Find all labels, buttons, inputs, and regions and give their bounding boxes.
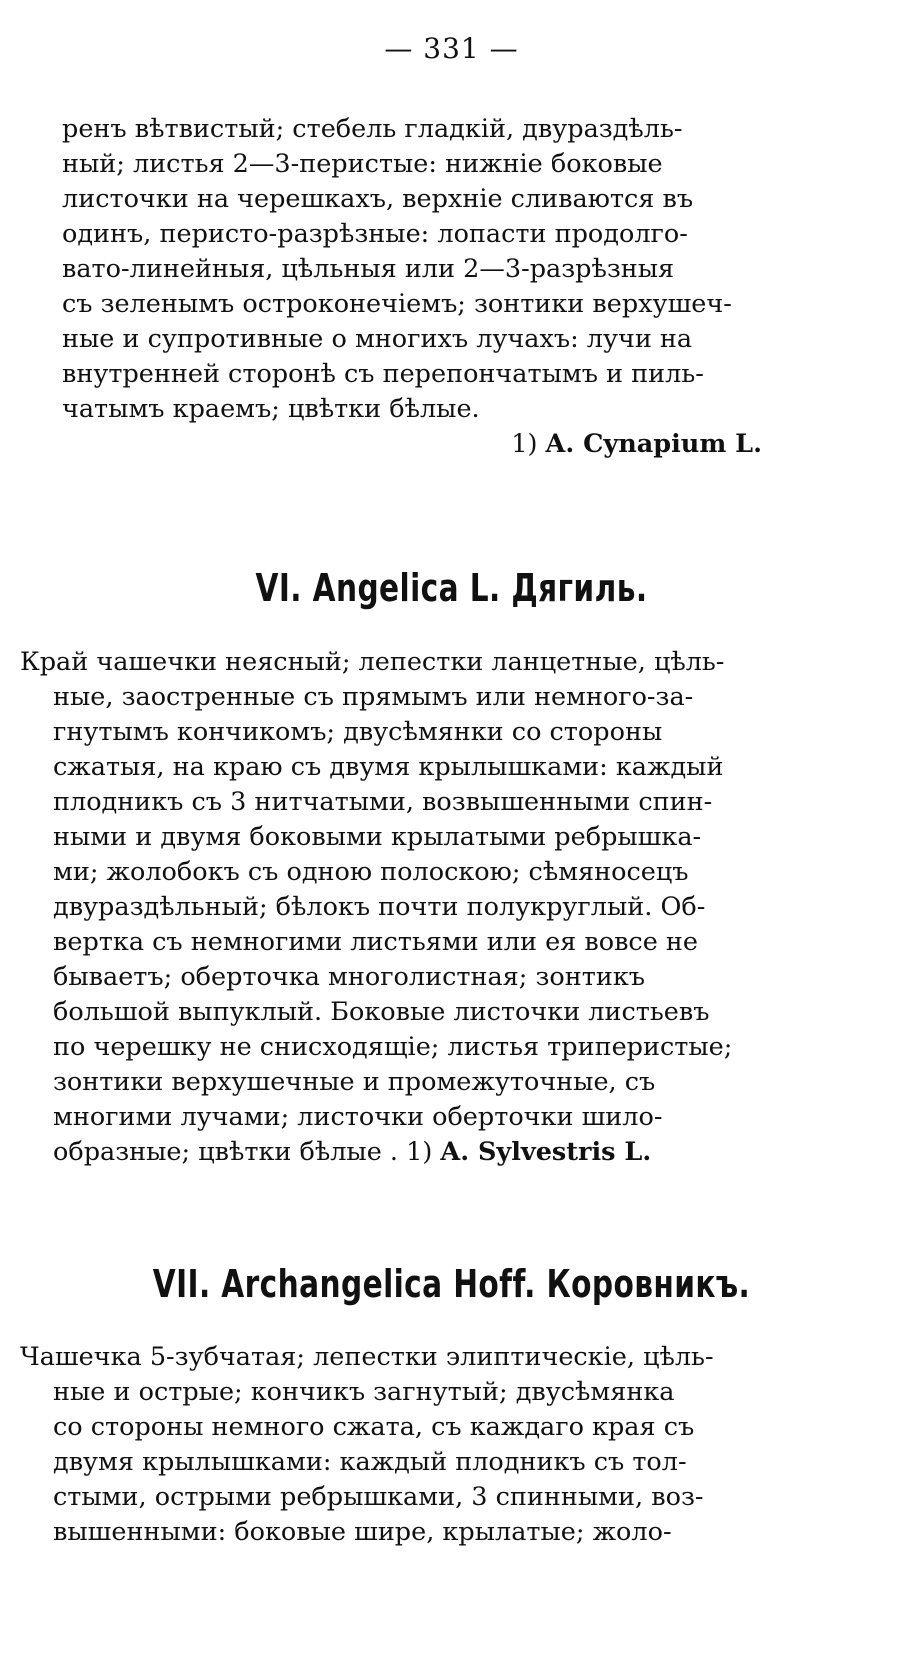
text-line: многими лучами; листочки оберточки шило- — [53, 1102, 663, 1132]
text-line: вышенными: боковые шире, крылатые; жоло- — [53, 1517, 672, 1547]
text-line: листочки на черешкахъ, верхніе сливаются въ — [62, 184, 694, 214]
text-line: ные и острые; кончикъ загнутый; двусѣмянка — [53, 1377, 675, 1407]
species-line — [20, 1135, 775, 1170]
text-line: одинъ, перисто-разрѣзные: лопасти продолго- — [62, 219, 688, 249]
species-line — [62, 427, 762, 462]
species-name: A. Sylvestris L. — [440, 1137, 652, 1167]
text-block-3 — [20, 1340, 775, 1550]
text-line: сжатыя, на краю съ двумя крылышками: каждый — [53, 752, 724, 782]
text-line: чатымъ краемъ; цвѣтки бѣлые. — [62, 394, 480, 424]
text-line: двумя крылышками: каждый плодникъ съ тол- — [53, 1447, 687, 1477]
text-line: ные и супротивные о многихъ лучахъ: лучи на — [62, 324, 693, 354]
text-line: двураздѣльный; бѣлокъ почти полукруглый. Об- — [53, 892, 706, 922]
text-block-2 — [20, 645, 775, 1170]
text-line: ные, заостренные съ прямымъ или немного-за- — [53, 682, 694, 712]
species-number: 1) — [511, 429, 546, 459]
species-number: . 1) — [381, 1137, 441, 1167]
text-line: вертка съ немногими листьями или ея вовсе не — [53, 927, 698, 957]
text-line: большой выпуклый. Боковые листочки листьевъ — [53, 997, 710, 1027]
text-line: ренъ вѣтвистый; стебель гладкій, двураздѣль- — [62, 114, 683, 144]
section-heading-angelica: VI. Angelica L. Дягиль. — [255, 566, 648, 610]
text-line: гнутымъ кончикомъ; двусѣмянки со стороны — [53, 717, 663, 747]
text-line: ными и двумя боковыми крылатыми ребрышка- — [53, 822, 702, 852]
text-line: вато-линейныя, цѣльныя или 2—3-разрѣзныя — [62, 254, 675, 284]
text-line: плодникъ съ 3 нитчатыми, возвышенными спин- — [53, 787, 713, 817]
species-name: A. Cynapium L. — [545, 429, 762, 459]
text-line: бываетъ; оберточка многолистная; зонтикъ — [53, 962, 645, 992]
text-line: ми; жолобокъ съ одною полоскою; сѣмяносецъ — [53, 857, 689, 887]
section-heading-archangelica: VII. Archangelica Hoff. Коровникъ. — [152, 1262, 751, 1306]
text-line-first: Край чашечки неясный; лепестки ланцетные, цѣль- — [20, 647, 725, 677]
text-line-first: Чашечка 5-зубчатая; лепестки элиптическіе, цѣль- — [20, 1342, 714, 1372]
text-block-1 — [62, 112, 762, 462]
text-line: зонтики верхушечные и промежуточные, съ — [53, 1067, 656, 1097]
text-line: съ зеленымъ остроконечіемъ; зонтики верхушеч- — [62, 289, 732, 319]
page-number: — 331 — — [384, 32, 519, 65]
text-line: стыми, острыми ребрышками, 3 спинными, воз- — [53, 1482, 704, 1512]
text-line: внутренней сторонѣ съ перепончатымъ и пиль- — [62, 359, 704, 389]
text-line: со стороны немного сжата, съ каждаго края съ — [53, 1412, 695, 1442]
text-line: образные; цвѣтки бѣлые — [53, 1137, 382, 1167]
text-line: ный; листья 2—3-перистые: нижніе боковые — [62, 149, 663, 179]
text-line: по черешку не снисходящіе; листья триперистые; — [53, 1032, 733, 1062]
